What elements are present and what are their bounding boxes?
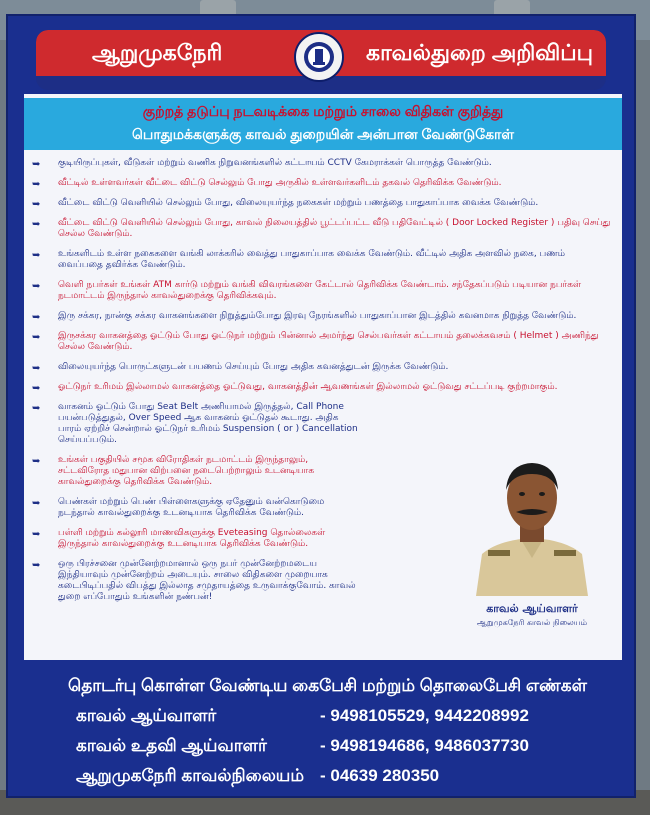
banner-line-1: குற்றத் தடுப்பு நடவடிக்கை மற்றும் சாலை விதிகள் குறித்து xyxy=(142,103,504,119)
arrow-bullet-icon: ➥ xyxy=(32,312,41,323)
notice-item: ➥ வாகனம் ஓட்டும் போது Seat Belt அணியாமல் இருத்தல், Call Phone பயன்படுத்துதல், Over Speed ஆக வாகனம் ஓட்டுதல் கூடாது. அதிக பாரம் ஏற்றிச் சென்றால் ஓட்டுநர் உரிமம் Suspension ( or ) Cancellation செய்யப்படும். xyxy=(32,402,358,445)
arrow-bullet-icon: ➥ xyxy=(32,456,41,467)
arrow-bullet-icon: ➥ xyxy=(32,332,41,343)
notice-item: ➥ வீட்டில் உள்ளவர்கள் வீட்டை விட்டு செல்லும் போது அருகில் உள்ளவர்களிடம் தகவல் தெரிவிக்க வேண்டும். xyxy=(32,178,502,190)
banner-line-2: பொதுமக்களுக்கு காவல் துறையின் அன்பான வேண்டுகோள் xyxy=(132,126,514,142)
contact-row xyxy=(76,706,529,728)
request-banner xyxy=(24,98,622,150)
arrow-bullet-icon: ➥ xyxy=(32,363,41,374)
arrow-bullet-icon: ➥ xyxy=(32,281,41,292)
notice-panel xyxy=(24,94,622,660)
notice-item: ➥ வீட்டை விட்டு வெளியில் செல்லும் போது, விலையுயர்ந்த நகைகள் மற்றும் பணத்தை பாதுகாப்பாக வைக்க வேண்டும். xyxy=(32,198,539,210)
contact-label: காவல் ஆய்வாளர் xyxy=(76,706,217,725)
arrow-bullet-icon: ➥ xyxy=(32,219,41,230)
notice-item: ➥ பெண்கள் மற்றும் பெண் பிள்ளைகளுக்கு ஏதேனும் வன்கொடுமை நடந்தால் காவல்துறைக்கு உடனடியாக தெரிவிக்க வேண்டும். xyxy=(32,497,325,518)
contact-row xyxy=(76,736,529,758)
notice-item: ➥ ஓட்டுநர் உரிமம் இல்லாமல் வாகனத்தை ஓட்டுவது, வாகனத்தின் ஆவணங்கள் இல்லாமல் ஓட்டுவது சட்டப்படி குற்றமாகும். xyxy=(32,382,558,394)
arrow-bullet-icon: ➥ xyxy=(32,250,41,261)
notice-item: ➥ வெளி நபர்கள் உங்கள் ATM கார்டு மற்றும் வங்கி விவரங்களை கேட்டால் தெரிவிக்க வேண்டாம். சந்தேகப்படும் படியான நபர்கள் நடமாட்டம் இருந்தால் காவல்துறைக்கு தெரிவிக்கவும். xyxy=(32,280,582,301)
notice-item: ➥ விலையுயர்ந்த பொருட்களுடன் பயணம் செய்யும் போது அதிக கவனத்துடன் இருக்க வேண்டும். xyxy=(32,362,449,374)
officer-photo xyxy=(468,446,596,596)
officer-station: ஆறுமுகநேரி காவல் நிலையம் xyxy=(476,618,588,627)
notice-board xyxy=(6,14,636,798)
notice-item: ➥ இருசக்கர வாகனத்தை ஓட்டும் போது ஓட்டுநர் மற்றும் பின்னால் அமர்ந்து செல்பவர்கள் கட்டாயம் தலைக்கவசம் ( Helmet ) அணிந்து செல்ல வேண்டும். xyxy=(32,331,599,352)
officer-title: காவல் ஆய்வாளர் xyxy=(486,602,578,615)
board-header xyxy=(36,30,606,90)
contact-number: - 9498194686, 9486037730 xyxy=(320,736,529,755)
police-emblem-icon xyxy=(294,32,344,82)
notice-item: ➥ உங்கள் பகுதியில் சமூக விரோதிகள் நடமாட்டம் இருந்தாலும், சட்டவிரோத மதுபான விற்பனை நடைபெற்றாலும் உடனடியாக காவல்துறைக்கு தெரிவிக்க வேண்டும். xyxy=(32,455,315,487)
arrow-bullet-icon: ➥ xyxy=(32,498,41,509)
arrow-bullet-icon: ➥ xyxy=(32,199,41,210)
notice-item: ➥ இரு சக்கர, நான்கு சக்கர வாகனங்களை நிறுத்தும்போது இரவு நேரங்களில் பாதுகாப்பான இடத்தில் கவனமாக நிறுத்த வேண்டும். xyxy=(32,311,577,323)
arrow-bullet-icon: ➥ xyxy=(32,383,41,394)
contact-number: - 9498105529, 9442208992 xyxy=(320,706,529,725)
arrow-bullet-icon: ➥ xyxy=(32,560,41,571)
arrow-bullet-icon: ➥ xyxy=(32,403,41,414)
contact-label: காவல் உதவி ஆய்வாளர் xyxy=(76,736,267,755)
notice-item: ➥ உங்களிடம் உள்ள நகைகளை வங்கி லாக்கரில் வைத்து பாதுகாப்பாக வைக்க வேண்டும். வீட்டில் அதிக அளவில் நகை, பணம் வைப்பதை தவிர்க்க வேண்டும். xyxy=(32,249,565,270)
notice-item: ➥ பள்ளி மற்றும் கல்லூரி மாணவிகளுக்கு Eveteasing தொல்லைகள் இருந்தால் காவல்துறைக்கு உடனடியாக தெரிவிக்க வேண்டும். xyxy=(32,528,326,549)
header-notice-title: காவல்துறை அறிவிப்பு xyxy=(366,40,594,65)
contact-heading: தொடர்பு கொள்ள வேண்டிய கைபேசி மற்றும் தொலைபேசி எண்கள் xyxy=(68,676,587,695)
notice-item: ➥ குடியிருப்புகள், வீடுகள் மற்றும் வணிக நிறுவனங்களில் கட்டாயம் CCTV கேமராக்கள் பொருத்த வேண்டும். xyxy=(32,158,492,170)
contact-row xyxy=(76,766,440,788)
arrow-bullet-icon: ➥ xyxy=(32,159,41,170)
arrow-bullet-icon: ➥ xyxy=(32,529,41,540)
contact-number: - 04639 280350 xyxy=(320,766,440,785)
header-town-name: ஆறுமுகநேரி xyxy=(92,40,223,65)
arrow-bullet-icon: ➥ xyxy=(32,179,41,190)
contact-label: ஆறுமுகநேரி காவல்நிலையம் xyxy=(76,766,305,785)
notice-item: ➥ வீட்டை விட்டு வெளியில் செல்லும் போது, காவல் நிலையத்தில் பூட்டப்பட்ட வீடு பதிவேட்டில் ( Door Locked Register ) பதிவு செய்து செல்ல வேண்டும். xyxy=(32,218,611,239)
notice-item: ➥ ஒரு பிரச்சனை முன்னேற்றமானால் ஒரு நபர் முன்னேற்றமடைய இந்தியாவும் முன்னேற்றம் அடையும். சாலை விதிகளை முறையாக கடைபிடிப்பதில் விபத்து இல்லாத சமுதாயத்தை உருவாக்குவோம். காவல் துறை எப்போதும் உங்களின் நண்பன்! xyxy=(32,559,356,602)
